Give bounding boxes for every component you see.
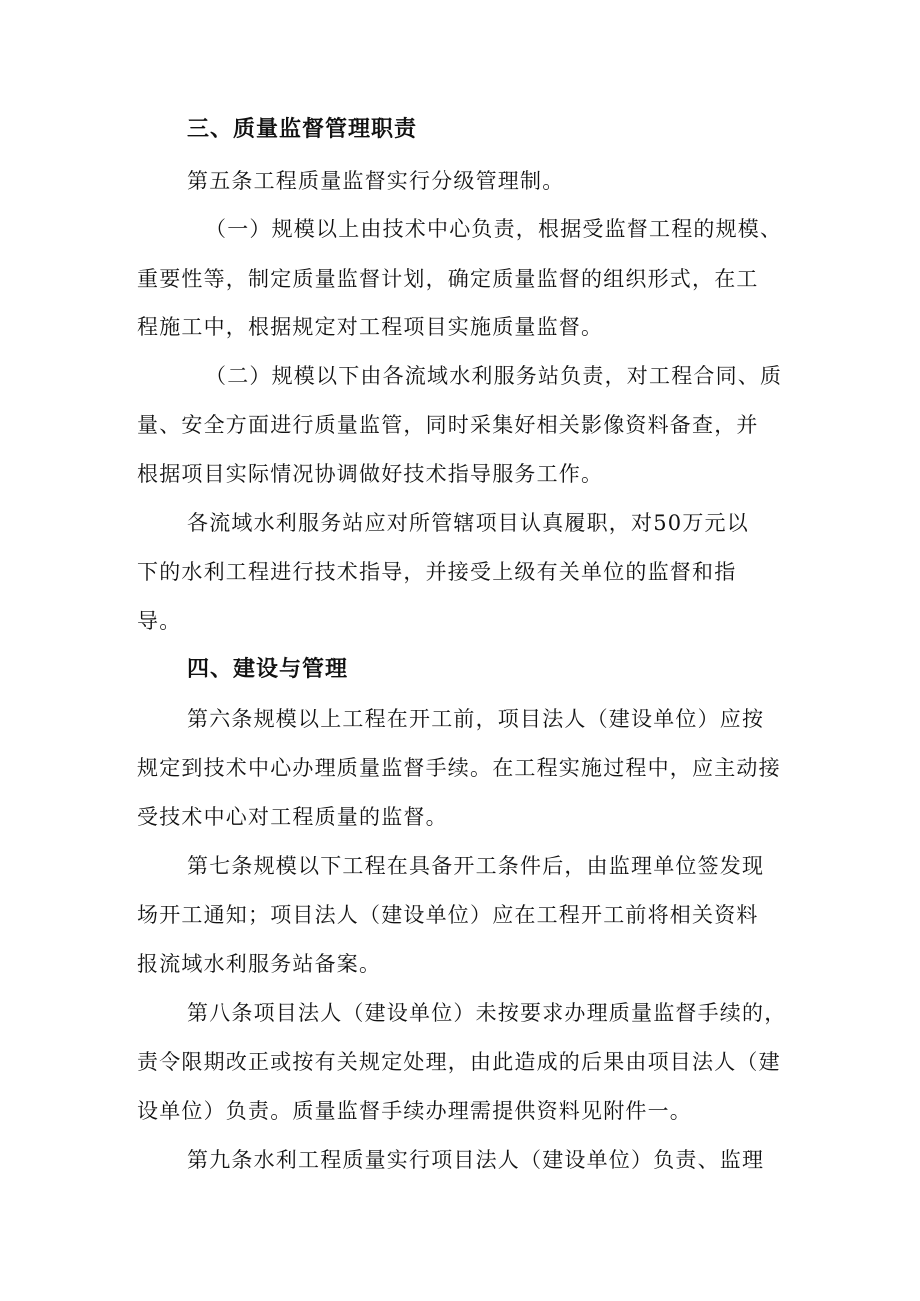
paragraph-line: 受技术中心对工程质量的监督。 [137, 805, 448, 829]
section-heading-quality-supervision: 三、质量监督管理职责 [187, 117, 418, 142]
paragraph-line: 量、安全方面进行质量监管，同时采集好相关影像资料备查，并 [137, 413, 759, 437]
paragraph-line: 设单位）负责。质量监督手续办理需提供资料见附件一。 [137, 1099, 692, 1123]
paragraph-line: 报流域水利服务站备案。 [137, 952, 382, 976]
paragraph-line: 重要性等，制定质量监督计划，确定质量监督的组织形式，在工 [137, 267, 759, 291]
paragraph-line: 规定到技术中心办理质量监督手续。在工程实施过程中，应主动接 [137, 756, 781, 780]
paragraph-line: 根据项目实际情况协调做好技术指导服务工作。 [137, 462, 604, 486]
paragraph-line: 导。 [137, 609, 182, 633]
paragraph-line: 下的水利工程进行技术指导，并接受上级有关单位的监督和指 [137, 560, 737, 584]
section-heading-construction-management: 四、建设与管理 [187, 657, 349, 682]
paragraph-line: 第七条规模以下工程在具备开工条件后，由监理单位签发现 [187, 854, 765, 878]
paragraph-line: 场开工通知；项目法人（建设单位）应在工程开工前将相关资料 [137, 903, 759, 927]
paragraph-line: 第九条水利工程质量实行项目法人（建设单位）负责、监理 [187, 1148, 765, 1172]
paragraph-line: 第六条规模以上工程在开工前，项目法人（建设单位）应按 [187, 707, 765, 731]
paragraph-line: 第八条项目法人（建设单位）未按要求办理质量监督手续的， [187, 1001, 787, 1025]
paragraph-line: 各流域水利服务站应对所管辖项目认真履职，对50万元以 [187, 511, 749, 535]
paragraph-line: 第五条工程质量监督实行分级管理制。 [187, 169, 565, 193]
paragraph-line: （一）规模以上由技术中心负责，根据受监督工程的规模、 [205, 217, 783, 241]
paragraph-line: 责令限期改正或按有关规定处理，由此造成的后果由项目法人（建 [137, 1050, 781, 1074]
paragraph-line: （二）规模以下由各流域水利服务站负责，对工程合同、质 [205, 364, 783, 388]
paragraph-line: 程施工中，根据规定对工程项目实施质量监督。 [137, 315, 604, 339]
